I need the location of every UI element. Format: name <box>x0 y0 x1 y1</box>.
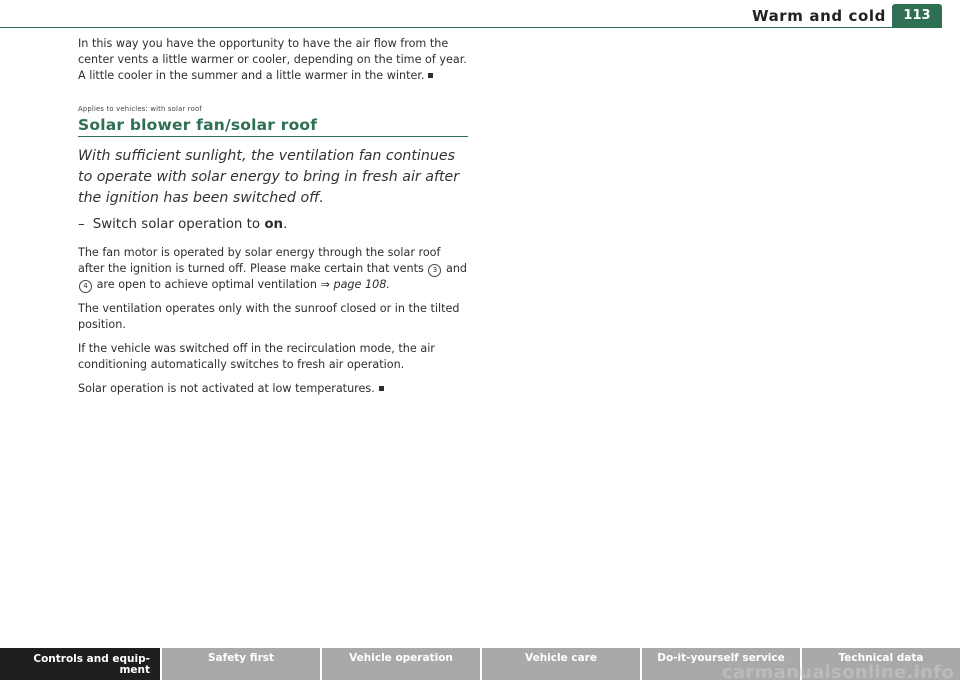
page-content <box>78 36 470 405</box>
paragraph-sunroof: The ventilation operates only with the sunroof closed or in the tilted position. <box>78 302 460 331</box>
vent-3-icon: 3 <box>428 264 441 277</box>
instruction-step: – Switch solar operation to on. <box>78 217 288 232</box>
paragraph-intro: In this way you have the opportunity to have the air flow from the center vents a little warmer or cooler, depending on the time of year. A little cooler in the summer and a little warmer in the winter. <box>78 37 467 82</box>
page-header <box>0 0 960 30</box>
tab-vehicle-care[interactable]: Vehicle care <box>482 648 640 680</box>
applies-to-note: Applies to vehicles: with solar roof <box>78 105 202 113</box>
tab-technical-data[interactable]: Technical data <box>802 648 960 680</box>
section-title: Solar blower fan/solar roof <box>78 116 468 137</box>
page-number-badge: 113 <box>892 4 942 28</box>
tab-vehicle-operation[interactable]: Vehicle operation <box>322 648 480 680</box>
end-of-section-icon <box>379 386 384 391</box>
paragraph-recirculation: If the vehicle was switched off in the recirculation mode, the air conditioning automatically switches to fresh air operation. <box>78 342 435 371</box>
chapter-title: Warm and cold <box>751 7 886 25</box>
tab-safety-first[interactable]: Safety first <box>162 648 320 680</box>
vent-4-icon: 4 <box>79 280 92 293</box>
tab-controls-and-equipment[interactable]: Controls and equip- ment <box>0 648 160 680</box>
paragraph-low-temp: Solar operation is not activated at low temperatures. <box>78 381 470 397</box>
header-rule <box>0 27 892 28</box>
tab-do-it-yourself-service[interactable]: Do-it-yourself service <box>642 648 800 680</box>
paragraph-fan-motor: The fan motor is operated by solar energy through the solar roof after the ignition is turned off. Please make certain that vents 3 and 4 are open to achieve optimal ventilation ⇒ page 108. <box>78 246 468 291</box>
end-of-section-icon <box>428 73 433 78</box>
page-reference-link[interactable]: page 108. <box>333 278 390 291</box>
section-intro: With sufficient sunlight, the ventilation fan continues to operate with solar energy to bring in fresh air after the ignition has been switched off. <box>78 148 460 206</box>
watermark-text: carmanualsonline.info <box>721 662 954 683</box>
